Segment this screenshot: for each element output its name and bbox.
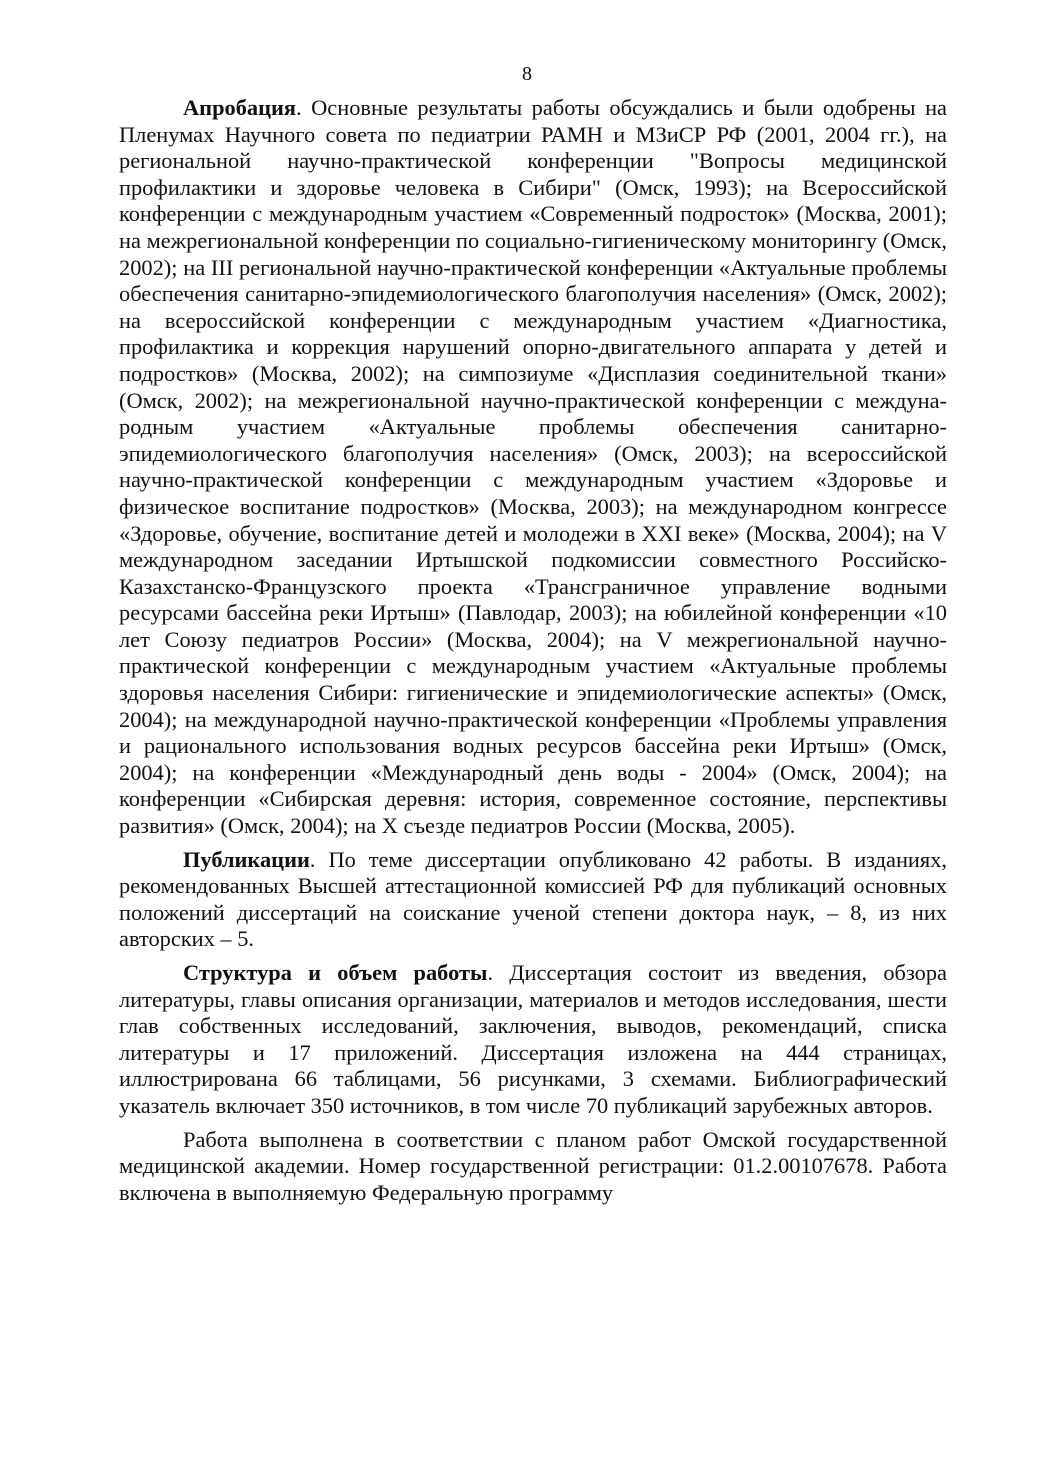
heading-publications: Публикации [183,846,310,872]
paragraph-publications [119,847,947,953]
paragraph-text: . Диссертация состоит из введения, обзора литературы, главы описания организации, материалов и методов исследования, шести глав собственных исследований, заключения, выводов, рекомендаций, списка литературы и 17 приложений. Диссертация изложена на 444 страницах, иллюстрирована 66 таблицами, 56 рисунками, 3 схемами. Библиографический указатель включает 350 источников, в том числе 70 публикаций зарубежных авторов. [119,960,947,1118]
heading-approbation: Апробация [183,95,297,120]
page-number: 8 [522,63,532,85]
heading-structure: Структура и объем работы [183,960,488,985]
paragraph-text: . Основные результаты работы обсуждались и были одобрены на Пленумах Научного совета по педиатрии РАМН и МЗиСР РФ (2001, 2004 гг.), на региональной научно-практической конференции "Вопросы медицинской профилактики и здоровье человека в Сибири" (Омск, 1993); на Всероссийской конференции с международным участием «Современный подросток» (Москва, 2001); на межрегиональной конференции по социально-гигиеническому мониторингу (Омск, 2002); на III региональной научно-практической конференции «Актуальные проблемы обеспечения санитарно-эпидемиологического благополучия населения» (Омск, 2002); на всероссийской конференции с международным участием «Диагностика, профилактика и коррекция нарушений опорно-двигательного аппарата у детей и подростков» (Москва, 2002); на симпозиуме «Дисплазия соединительной ткани» (Омск, 2002); на межрегиональной научно-практической конференции с международным участием «Актуальные проблемы обеспечения санитарно-эпидемиологического благополучия населения» (Омск, 2003); на всероссийской научно-практической конференции с международным участием «Здоровье и физическое воспитание подростков» (Москва, 2003); на международном конгрессе «Здоровье, обучение, воспитание детей и молодежи в XXI веке» (Москва, 2004); на V международном заседании Иртышской подкомиссии совместного Российско-Казахстанско-Французского проекта «Трансграничное управление водными ресурсами бассейна реки Иртыш» (Павлодар, 2003); на юбилейной конференции «10 лет Союзу педиатров России» (Москва, 2004); на V межрегиональной научно-практической конференции с международным участием «Актуальные проблемы здоровья населения Сибири: гигиенические и эпидемиологические аспекты» (Омск, 2004); на международной научно-практической конференции «Проблемы управления и рационального использования водных ресурсов бассейна реки Иртыш» (Омск, 2004); на конференции «Международный день воды - 2004» (Омск, 2004); на конференции «Сибирская деревня: история, современное состояние, перспективы развития» (Омск, 2004); на X съезде педиатров России (Москва, 2005). [119,95,947,839]
paragraph-approbation [119,95,947,840]
paragraph-program [119,1127,947,1207]
paragraph-structure [119,960,947,1120]
paragraph-text: . По теме диссертации опубликовано 42 работы. В изданиях, рекомендованных Высшей аттестационной комиссией РФ для публикаций основных положений диссертаций на соискание ученой степени доктора наук, – 8, из них авторских – 5. [119,846,947,952]
paragraph-text: Работа выполнена в соответствии с планом работ Омской государственной медицинской академии. Номер государственной регистрации: 01.2.00107678. Работа включена в выполняемую Федеральную программу [119,1126,947,1205]
body-text [119,95,947,1206]
